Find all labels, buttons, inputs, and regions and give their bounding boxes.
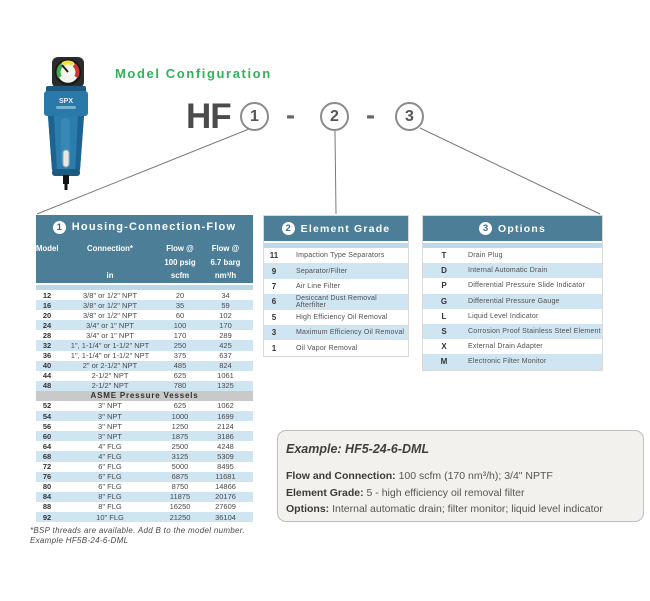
number-3-icon: 3: [479, 222, 492, 235]
option-row-code: X: [441, 342, 447, 352]
flow-scfm-cell: 21250: [169, 512, 191, 522]
code-circle-2: 2: [320, 102, 349, 131]
connection-cell: 2-1/2" NPT: [91, 381, 129, 391]
example-line-label: Flow and Connection:: [286, 470, 396, 482]
model-cell: 68: [42, 451, 52, 461]
element-grade-row-label: Maximum Efficiency Oil Removal: [296, 329, 405, 337]
element-grade-row-code: 9: [271, 266, 277, 276]
element-grade-row-label: Desiccant Dust Removal Afterfilter: [295, 294, 377, 309]
flow-nm3h-cell: 102: [219, 310, 232, 320]
col-connection-unit: in: [106, 271, 114, 280]
flow-nm3h-cell: 425: [219, 341, 232, 351]
element-grade-title-text: Element Grade: [300, 222, 391, 235]
connector-line-3: [420, 128, 600, 214]
model-cell: 12: [42, 290, 52, 300]
connection-cell: 3" NPT: [98, 411, 122, 421]
connection-cell: 6" FLG: [98, 472, 122, 482]
flow-scfm-cell: 8750: [171, 482, 189, 492]
connection-cell: 10" FLG: [96, 512, 124, 522]
element-grade-row-code: 7: [271, 281, 277, 291]
flow-scfm-cell: 6875: [171, 472, 189, 482]
example-line-value: Internal automatic drain; filter monitor; liquid level indicator: [329, 503, 603, 515]
model-cell: 84: [42, 492, 52, 502]
connection-cell: 1", 1-1/4" or 1-1/2" NPT: [70, 351, 150, 361]
brand-label: SPX: [58, 98, 74, 105]
flow-nm3h-cell: 8495: [217, 462, 234, 472]
model-prefix: HF: [186, 97, 231, 136]
asme-section-label: ASME Pressure Vessels: [36, 391, 253, 401]
flow-scfm-cell: 2500: [171, 441, 189, 451]
model-cell: 72: [42, 462, 52, 472]
flow-scfm-cell: 485: [173, 361, 187, 371]
option-row-code: P: [441, 281, 447, 291]
model-cell: 80: [42, 482, 52, 492]
number-1-icon: 1: [53, 221, 66, 234]
flow-nm3h-cell: 170: [219, 320, 232, 330]
connection-cell: 3" NPT: [98, 431, 122, 441]
flow-scfm-cell: 375: [173, 351, 187, 361]
option-row-label: Differential Pressure Slide Indicator: [468, 282, 585, 290]
flow-nm3h-cell: 1061: [217, 371, 234, 381]
model-cell: 36: [42, 351, 52, 361]
number-2-icon: 2: [282, 222, 295, 235]
element-grade-row-label: Oil Vapor Removal: [296, 344, 358, 352]
connection-cell: 3" NPT: [98, 421, 122, 431]
example-line-value: 5 - high efficiency oil removal filter: [363, 486, 525, 499]
connection-cell: 3/4" or 1" NPT: [86, 320, 134, 330]
col-flow1-unit: scfm: [170, 271, 190, 280]
flow-nm3h-cell: 289: [219, 330, 232, 340]
flow-scfm-cell: 5000: [171, 462, 189, 472]
housing-table-title-text: Housing-Connection-Flow: [71, 221, 237, 233]
model-cell: 56: [42, 421, 52, 431]
model-cell: 32: [42, 341, 52, 351]
element-grade-row-code: 6: [271, 297, 277, 307]
connection-cell: 3/8" or 1/2" NPT: [82, 310, 138, 320]
option-row-label: External Drain Adapter: [468, 343, 543, 351]
option-row-label: Drain Plug: [468, 252, 503, 260]
flow-nm3h-cell: 824: [219, 361, 232, 371]
connection-cell: 3/8" or 1/2" NPT: [82, 300, 138, 310]
model-cell: 60: [42, 431, 52, 441]
element-grade-row-label: Separator/Filter: [296, 267, 348, 275]
connection-cell: 2-1/2" NPT: [91, 371, 129, 381]
model-cell: 54: [42, 411, 52, 421]
connection-cell: 6" FLG: [98, 462, 122, 472]
flow-nm3h-cell: 34: [221, 290, 230, 300]
flow-nm3h-cell: 637: [219, 351, 232, 361]
option-row-code: T: [441, 251, 447, 261]
flow-nm3h-cell: 59: [221, 300, 230, 310]
element-grade-row-code: 3: [271, 328, 277, 338]
connection-cell: 2" or 2-1/2" NPT: [82, 361, 138, 371]
example-line-label: Element Grade:: [286, 486, 364, 499]
code-circle-3: 3: [395, 102, 424, 131]
flow-scfm-cell: 170: [173, 330, 187, 340]
element-grade-row-code: 5: [271, 312, 277, 322]
flow-scfm-cell: 60: [175, 310, 185, 320]
flow-nm3h-cell: 5309: [217, 451, 234, 461]
option-row-label: Liquid Level Indicator: [468, 312, 539, 320]
flow-scfm-cell: 1000: [171, 411, 189, 421]
option-row-label: Corrosion Proof Stainless Steel Element: [468, 328, 601, 336]
col-flow2-pressure: 6.7 barg: [210, 257, 241, 267]
model-cell: 52: [42, 401, 52, 411]
option-row-code: D: [441, 266, 447, 276]
connection-cell: 3" NPT: [98, 401, 122, 411]
option-row-label: Internal Automatic Drain: [468, 267, 548, 275]
col-model-label: Model: [36, 244, 59, 253]
option-row-label: Electronic Filter Monitor: [468, 358, 547, 366]
col-connection-label: Connection*: [87, 244, 133, 253]
connection-cell: 1", 1-1/4" or 1-1/2" NPT: [70, 341, 150, 351]
option-row-code: L: [441, 311, 447, 321]
connector-line-2: [335, 131, 336, 214]
model-cell: 88: [42, 502, 52, 512]
options-title-text: Options: [497, 222, 547, 235]
col-flow2-label: Flow @: [211, 244, 240, 253]
element-grade-row-label: High Efficiency Oil Removal: [296, 313, 388, 321]
page-title: Model Configuration: [115, 66, 272, 81]
col-flow2-unit: nm³/h: [214, 271, 237, 280]
footnote-line-2: Example HF5B-24-6-DML: [30, 536, 129, 545]
flow-scfm-cell: 20: [175, 290, 185, 300]
connection-cell: 8" FLG: [98, 502, 122, 512]
flow-nm3h-cell: 20176: [215, 492, 236, 502]
model-cell: 16: [42, 300, 52, 310]
model-cell: 20: [42, 310, 52, 320]
flow-nm3h-cell: 3186: [217, 431, 234, 441]
flow-scfm-cell: 1250: [171, 421, 189, 431]
connection-cell: 4" FLG: [98, 441, 122, 451]
connection-cell: 8" FLG: [98, 492, 122, 502]
flow-scfm-cell: 16250: [169, 502, 191, 512]
col-flow1-pressure: 100 psig: [164, 257, 196, 267]
flow-nm3h-cell: 1062: [217, 401, 234, 411]
model-cell: 92: [42, 512, 52, 522]
model-cell: 40: [42, 361, 52, 371]
flow-scfm-cell: 3125: [171, 451, 189, 461]
element-grade-row-label: Impaction Type Separators: [296, 252, 385, 260]
code-circle-1: 1: [240, 102, 269, 131]
flow-scfm-cell: 1875: [171, 431, 189, 441]
flow-nm3h-cell: 1325: [217, 381, 234, 391]
model-cell: 64: [42, 441, 52, 451]
model-cell: 44: [42, 371, 52, 381]
flow-scfm-cell: 780: [173, 381, 187, 391]
flow-nm3h-cell: 1699: [217, 411, 234, 421]
flow-scfm-cell: 625: [173, 371, 187, 381]
flow-scfm-cell: 625: [173, 401, 187, 411]
flow-nm3h-cell: 36104: [215, 512, 236, 522]
option-row-code: M: [440, 357, 448, 367]
flow-nm3h-cell: 4248: [217, 441, 234, 451]
element-grade-row-label: Air Line Filter: [296, 282, 341, 290]
option-row-code: S: [441, 327, 447, 337]
option-row-code: G: [440, 296, 448, 306]
flow-nm3h-cell: 2124: [217, 421, 234, 431]
element-grade-row-code: 1: [271, 343, 277, 353]
flow-scfm-cell: 11875: [169, 492, 191, 502]
flow-nm3h-cell: 14866: [215, 482, 236, 492]
flow-scfm-cell: 250: [173, 341, 187, 351]
connector-line-1: [37, 129, 249, 214]
option-row-label: Differential Pressure Gauge: [468, 297, 560, 305]
flow-nm3h-cell: 11681: [215, 472, 236, 482]
element-grade-row-code: 11: [269, 251, 279, 261]
footnote-line-1: *BSP threads are available. Add B to the model number.: [30, 526, 245, 535]
model-cell: 28: [42, 330, 52, 340]
flow-scfm-cell: 35: [175, 300, 185, 310]
connection-cell: 6" FLG: [98, 482, 122, 492]
example-line-label: Options:: [286, 503, 330, 515]
example-title: Example: HF5-24-6-DML: [286, 442, 430, 456]
flow-scfm-cell: 100: [173, 320, 187, 330]
connection-cell: 3/8" or 1/2" NPT: [82, 290, 138, 300]
model-cell: 24: [42, 320, 52, 330]
model-cell: 48: [42, 381, 52, 391]
connection-cell: 3/4" or 1" NPT: [86, 330, 134, 340]
flow-nm3h-cell: 27609: [215, 502, 236, 512]
code-dash-2: -: [366, 100, 375, 130]
model-cell: 76: [42, 472, 52, 482]
col-flow1-label: Flow @: [166, 244, 194, 253]
connection-cell: 4" FLG: [98, 451, 122, 461]
example-line-value: 100 scfm (170 nm³/h); 3/4" NPTF: [395, 470, 553, 482]
code-dash-1: -: [286, 100, 295, 130]
